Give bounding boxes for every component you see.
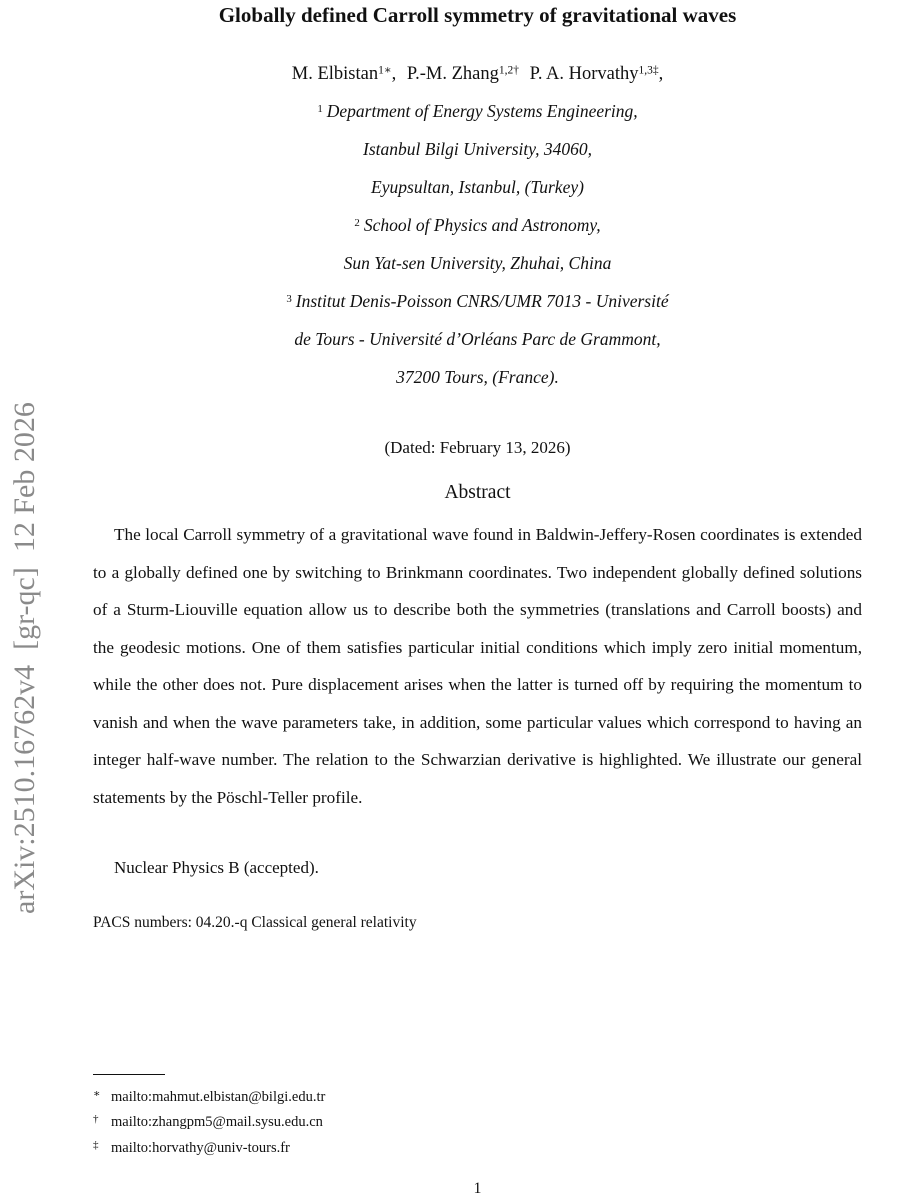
abstract-text: The local Carroll symmetry of a gravitational wave found in Baldwin-Jeffery-Rosen coordinates is extended to a globally defined one by switching to Brinkmann coordinates. Two independent globally defined solutions of a Sturm-Liouville equation allow us to describe both the symmetries (translations and Carroll boosts) and the geodesic motions. One of them satisfies particular initial conditions which imply zero initial momentum, while the other does not. Pure displacement arises when the latter is turned off by requiring the momentum to vanish and when the wave parameters take, in addition, some particular values which correspond to having an integer half-wave number. The relation to the Schwarzian derivative is highlighted. We illustrate our general statements by the Pöschl-Teller profile.: [93, 525, 862, 807]
footnote-marker: ∗: [93, 1088, 101, 1100]
author: [530, 64, 664, 84]
author-name: M. Elbistan: [291, 64, 379, 84]
affiliation-line: [93, 244, 862, 282]
footnote-mailto-link[interactable]: mailto:zhangpm5@mail.sysu.edu.cn: [111, 1114, 323, 1131]
pacs-line: PACS numbers: 04.20.-q Classical general relativity: [93, 914, 417, 931]
affiliation-text: School of Physics and Astronomy,: [363, 215, 601, 235]
dated-line: (Dated: February 13, 2026): [384, 438, 571, 457]
affiliation-text: de Tours - Université d’Orléans Parc de Grammont,: [294, 329, 661, 349]
affiliation-text: Sun Yat-sen University, Zhuhai, China: [343, 253, 612, 273]
footnote-block: [93, 1074, 862, 1159]
affiliation-text: 37200 Tours, (France).: [396, 367, 559, 387]
affiliation-line: [93, 206, 862, 244]
author-line: [93, 62, 862, 86]
paper-content: [93, 0, 862, 934]
footnote-mailto-link[interactable]: mailto:horvathy@univ-tours.fr: [111, 1139, 290, 1156]
footnote-item: [93, 1083, 862, 1108]
affiliation-line: [93, 168, 862, 206]
affiliation-line: [93, 358, 862, 396]
affiliation-text: Istanbul Bilgi University, 34060,: [363, 139, 592, 159]
arxiv-watermark: arXiv:2510.16762v4 [gr-qc] 12 Feb 2026: [8, 402, 41, 914]
affiliation-superscript: 1: [317, 102, 323, 115]
affiliation-superscript: 3: [286, 292, 292, 305]
author-name: P. A. Horvathy: [529, 64, 639, 84]
affiliation-line: [93, 92, 862, 130]
author-separator: ,: [391, 64, 397, 84]
footnote-mailto-link[interactable]: mailto:mahmut.elbistan@bilgi.edu.tr: [111, 1088, 326, 1105]
author-superscript: 1,3‡: [638, 64, 659, 77]
page-number: 1: [473, 1180, 482, 1197]
footnote-item: [93, 1134, 862, 1159]
footnote-rule: [93, 1074, 165, 1075]
affiliation-block: [93, 92, 862, 396]
author-superscript: 1∗: [378, 64, 392, 77]
author-separator: ,: [658, 64, 664, 84]
affiliation-text: Eyupsultan, Istanbul, (Turkey): [371, 177, 584, 197]
affiliation-text: Department of Energy Systems Engineering,: [326, 101, 638, 121]
affiliation-text: Institut Denis-Poisson CNRS/UMR 7013 - Université: [295, 291, 669, 311]
footnote-marker: †: [93, 1113, 99, 1126]
affiliation-line: [93, 282, 862, 320]
affiliation-superscript: 2: [354, 216, 360, 229]
paper-title: Globally defined Carroll symmetry of gravitational waves: [218, 3, 737, 27]
footnote-marker: ‡: [93, 1138, 99, 1151]
affiliation-line: [93, 130, 862, 168]
author-name: P.-M. Zhang: [406, 64, 499, 84]
journal-note: Nuclear Physics B (accepted).: [114, 858, 319, 877]
author-superscript: 1,2†: [498, 64, 519, 77]
footnote-item: [93, 1108, 862, 1133]
author: [407, 64, 519, 84]
author: [292, 64, 397, 84]
abstract-heading: Abstract: [444, 482, 511, 503]
affiliation-line: [93, 320, 862, 358]
